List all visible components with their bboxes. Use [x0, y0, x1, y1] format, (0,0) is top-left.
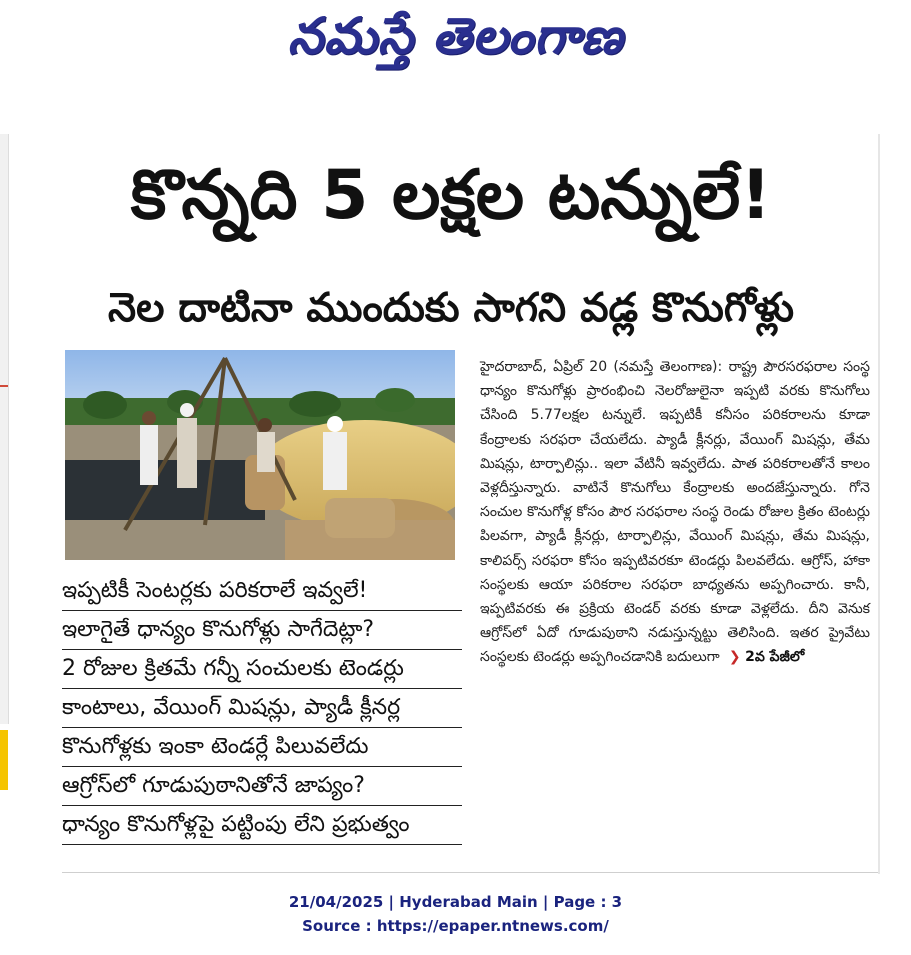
deck-line: ఆగ్రోస్‌లో గూడుపుఠానితోనే జాప్యం?	[62, 767, 462, 806]
body-paragraph: హైదరాబాద్, ఏప్రిల్ 20 (నమస్తే తెలంగాణ): రాష్ట్ర పౌరసరఫరాల సంస్థ ధాన్యం కొనుగోళ్లు ప్రారంభించి నెలరోజులైనా ఇప్పటి వరకు కొనుగోలు చేసింది 5.77లక్షల టన్నులే. ఇప్పటికీ కనీసం పరికరాలను కూడా కేంద్రాలకు సరఫరా చేయలేదు. ప్యాడీ క్లీనర్లు, వేయింగ్ మిషన్లు, తేమ మిషన్లు, టార్పాలిన్లు.. ఇలా వేటినీ ఇవ్వలేదు. పాత పరికరాలతోనే కాలం వెళ్లదీస్తున్నారు. వాటినే కొనుగోలు కేంద్రాలకు అందజేస్తున్నారు. గోనె సంచుల కొనుగోళ్ల కోసం పౌర సరఫరాల సంస్థ రెండు రోజుల క్రితం టెంటర్లు పిలవగా, ప్యాడీ క్లీనర్లు, టార్పాలిన్లు, వేయింగ్ మిషన్లు, తేమ మిషన్లు, కాలిపర్స్ సరఫరా కోసం ఇప్పటివరకూ టెండర్లు పిలవలేదు. ఆగ్రోస్, హాకా సంస్థలకు ఆయా పరికరాల సరఫరా బాధ్యతను అప్పగించారు. కానీ, ఇప్పటివరకు ఈ ప్రక్రియ టెండర్ వరకు కూడా వెళ్లలేదు. దీని వెనుక ఆగ్రోస్‌లో ఏదో గూడుపుఠాని నడుస్తున్నట్టు తెలిసింది. ఇతర ప్రైవేటు సంస్థలకు టెండర్లు అప్పగించడానికి బదులుగా	[480, 359, 870, 666]
adjacent-ad-edge	[0, 730, 8, 790]
article-deck	[62, 572, 462, 845]
article-photo	[65, 350, 455, 560]
source-link[interactable]: Source : https://epaper.ntnews.com/	[302, 917, 609, 935]
divider	[62, 872, 878, 873]
continuation-note: 2వ పేజీలో	[745, 649, 805, 666]
newspaper-logo: నమస్తే తెలంగాణ	[287, 6, 624, 65]
article-body	[480, 355, 870, 670]
deck-line: కాంటాలు, వేయింగ్ మిషన్లు, ప్యాడీ క్లీనర్ల	[62, 689, 462, 728]
paddy-procurement-photo	[65, 350, 455, 560]
deck-line: 2 రోజుల క్రితమే గన్నీ సంచులకు టెండర్లు	[62, 650, 462, 689]
deck-line: ఇలాగైతే ధాన్యం కొనుగోళ్లు సాగేదెట్లా?	[62, 611, 462, 650]
adjacent-column-edge	[0, 134, 9, 724]
divider	[878, 134, 880, 874]
article-subheadline: నెల దాటినా ముందుకు సాగని వడ్ల కొనుగోళ్లు	[108, 285, 794, 331]
masthead	[0, 0, 911, 100]
deck-line: ధాన్యం కొనుగోళ్లపై పట్టింపు లేని ప్రభుత్వం	[62, 806, 462, 845]
continuation-arrow-icon: ❯	[724, 649, 741, 666]
edition-info: 21/04/2025 | Hyderabad Main | Page : 3	[288, 893, 623, 911]
deck-line: కొనుగోళ్లకు ఇంకా టెండర్లే పిలువలేదు	[62, 728, 462, 767]
deck-line: ఇప్పటికీ సెంటర్లకు పరికరాలే ఇవ్వలే!	[62, 572, 462, 611]
page-footer	[0, 890, 911, 938]
article-headline: కొన్నది 5 లక్షల టన్నులే!	[130, 156, 772, 235]
divider	[0, 385, 8, 387]
